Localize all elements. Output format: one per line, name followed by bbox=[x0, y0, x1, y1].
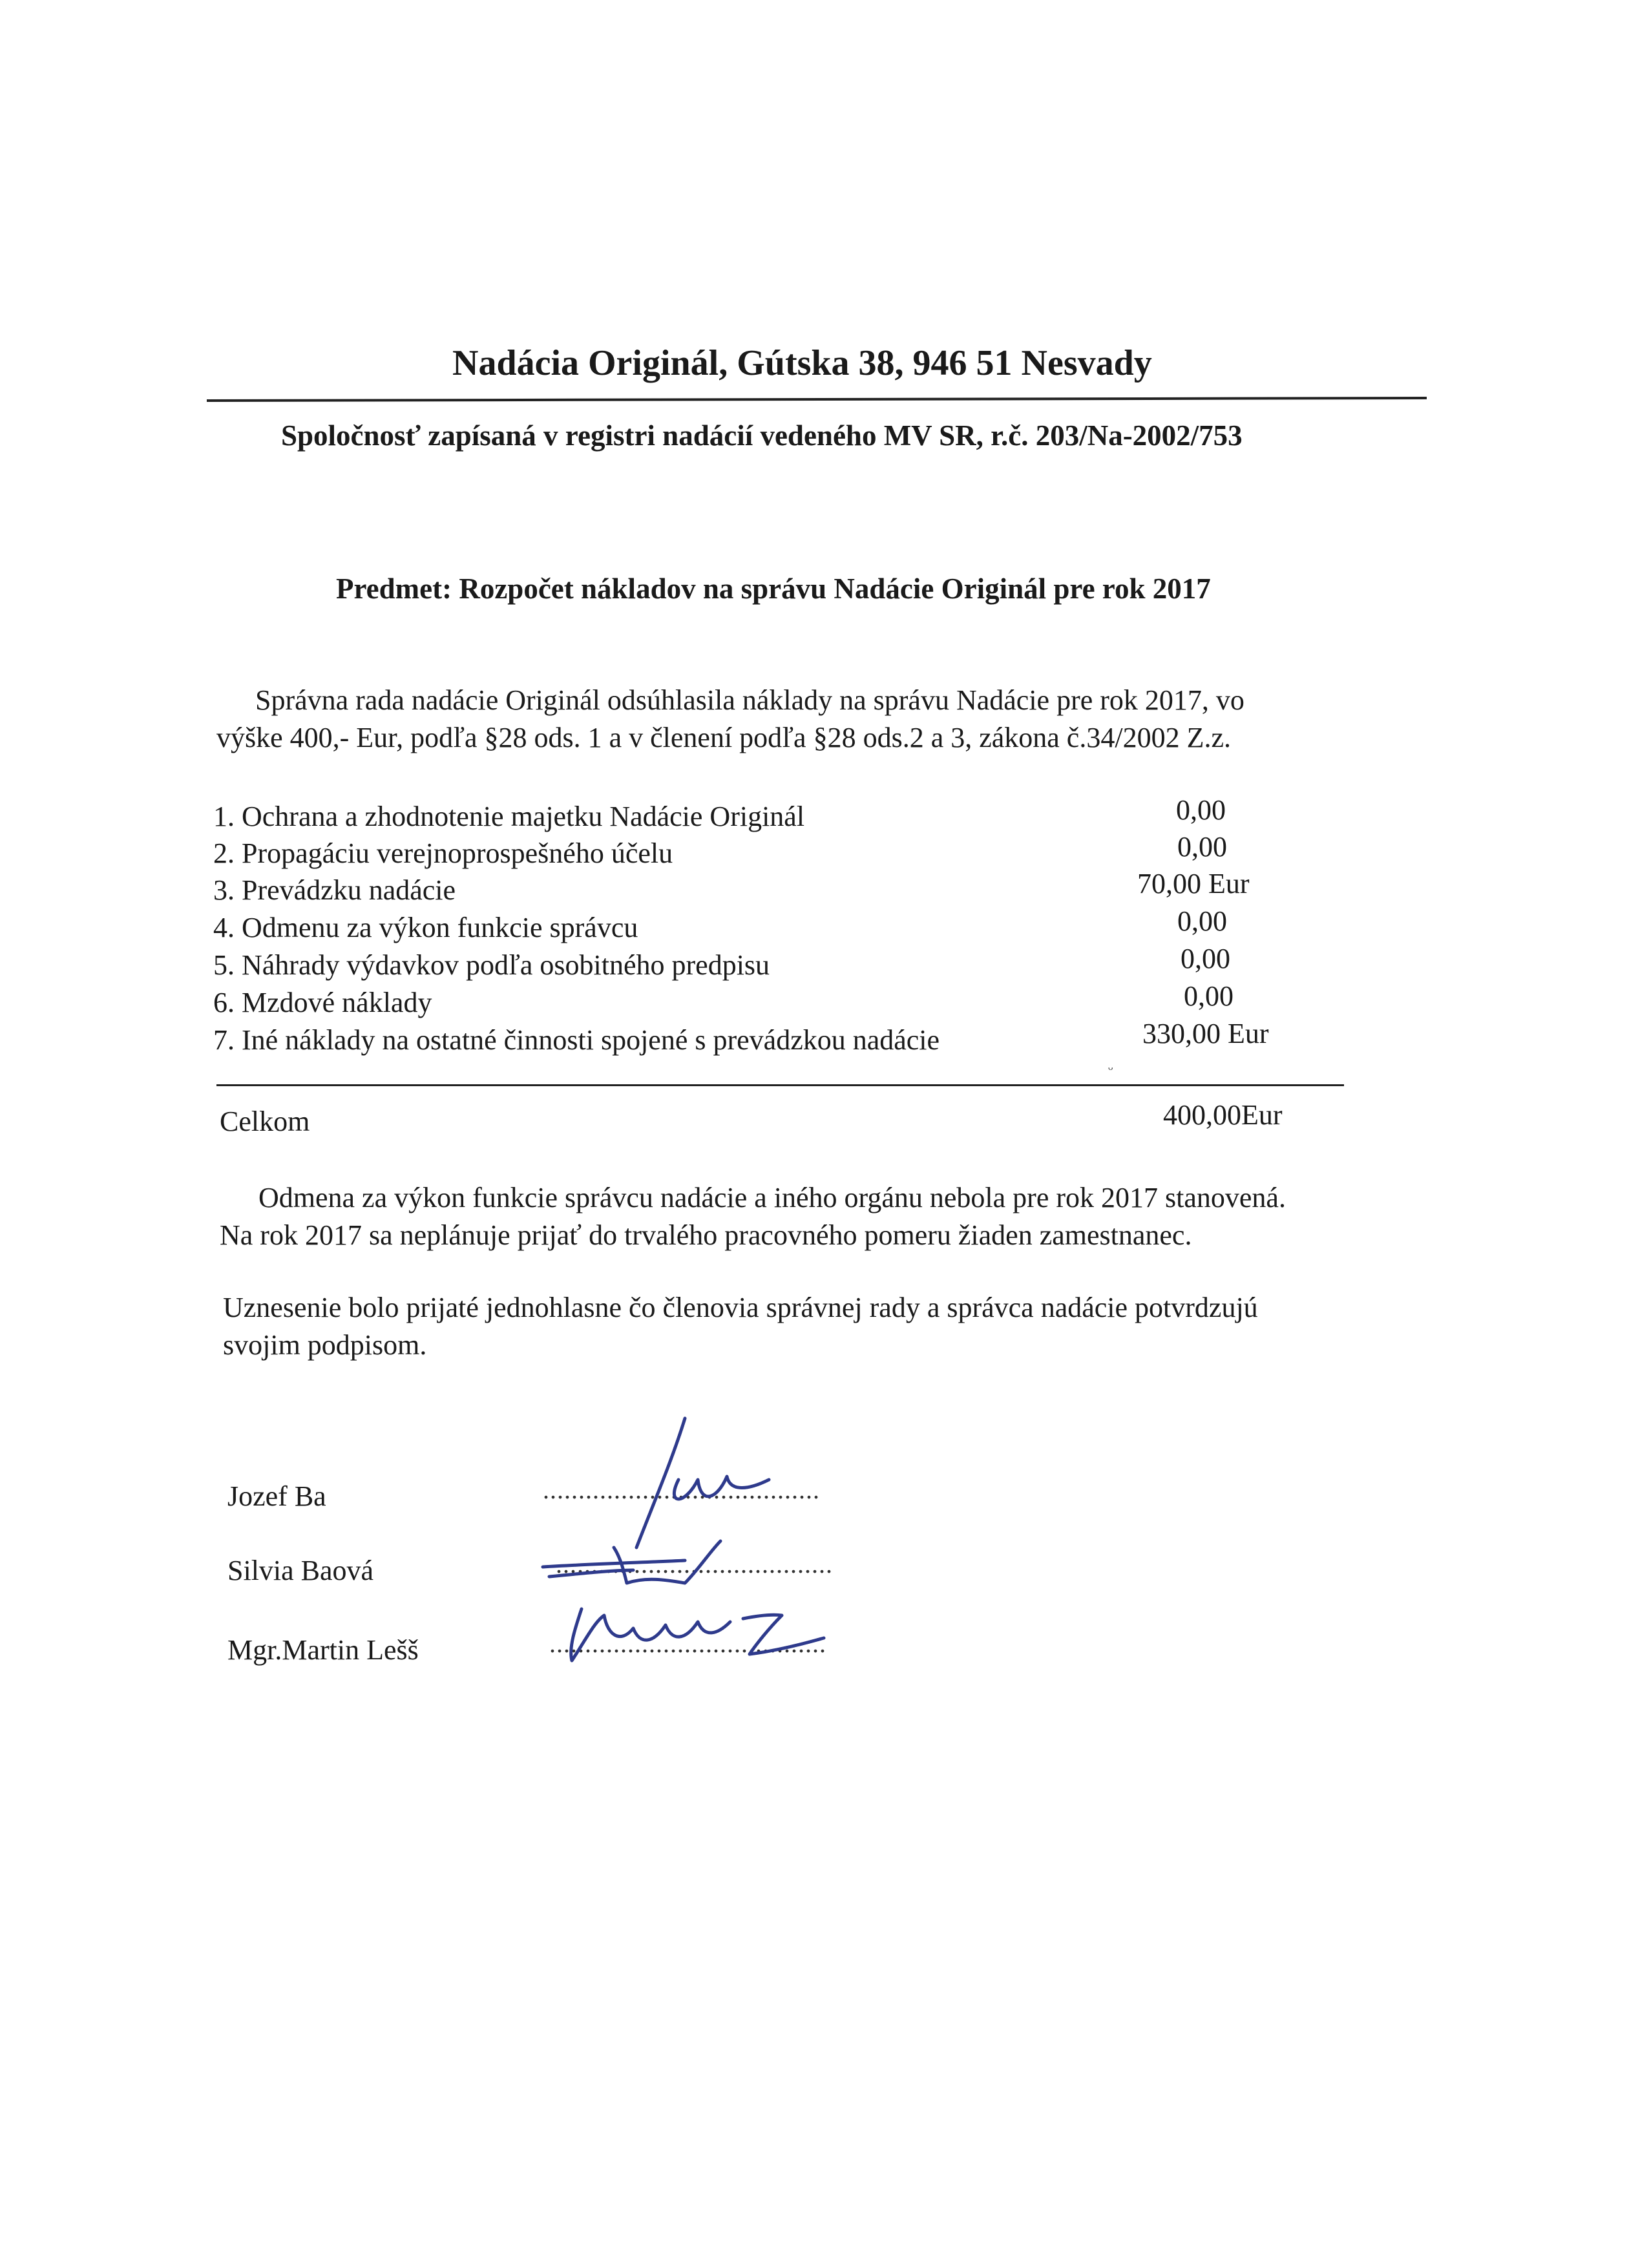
total-amount: 400,00Eur bbox=[1163, 1099, 1283, 1131]
signature-stroke bbox=[674, 1476, 769, 1499]
check-mark-icon: ᵕ bbox=[1108, 1060, 1113, 1078]
budget-item-label: 1. Ochrana a zhodnotenie majetku Nadácie Originál bbox=[213, 801, 805, 832]
remuneration-line-2: Na rok 2017 sa neplánuje prijať do trvalého pracovného pomeru žiaden zamestnanec. bbox=[220, 1219, 1192, 1251]
signatory-name: Silvia Baová bbox=[227, 1555, 374, 1586]
signature-stroke bbox=[543, 1560, 685, 1567]
signature-line: ....................................... bbox=[556, 1549, 833, 1579]
intro-line-2: výške 400,- Eur, podľa §28 ods. 1 a v členení podľa §28 ods.2 a 3, zákona č.34/2002 Z.z. bbox=[216, 722, 1231, 753]
budget-item-amount: 0,00 bbox=[1177, 905, 1227, 937]
budget-item-amount: 0,00 bbox=[1181, 943, 1230, 974]
resolution-line-2: svojim podpisom. bbox=[223, 1329, 427, 1361]
budget-item-label: 7. Iné náklady na ostatné činnosti spojené s prevádzkou nadácie bbox=[213, 1024, 940, 1056]
resolution-line-1: Uznesenie bolo prijaté jednohlasne čo členovia správnej rady a správca nadácie potvrdzujú bbox=[223, 1292, 1258, 1323]
total-label: Celkom bbox=[220, 1106, 310, 1137]
budget-item-amount: 330,00 Eur bbox=[1142, 1018, 1269, 1049]
signature-stroke bbox=[743, 1615, 824, 1654]
intro-line-1: Správna rada nadácie Originál odsúhlasila náklady na správu Nadácie pre rok 2017, vo bbox=[255, 684, 1245, 716]
organization-header: Nadácia Originál, Gútska 38, 946 51 Nesvady bbox=[452, 343, 1152, 383]
registry-line: Spoločnosť zapísaná v registri nadácií vedeného MV SR, r.č. 203/Na-2002/753 bbox=[281, 419, 1243, 452]
budget-item-label: 2. Propagáciu verejnoprospešného účelu bbox=[213, 837, 673, 869]
budget-item-amount: 70,00 Eur bbox=[1137, 868, 1250, 899]
signatory-name: Mgr.Martin Lešš bbox=[227, 1634, 419, 1666]
signature-line: ....................................... bbox=[543, 1475, 820, 1504]
remuneration-line-1: Odmena za výkon funkcie správcu nadácie a iného orgánu nebola pre rok 2017 stanovená. bbox=[258, 1182, 1286, 1213]
signatory-name: Jozef Ba bbox=[227, 1480, 326, 1512]
signature-line: ....................................... bbox=[549, 1629, 826, 1658]
budget-item-label: 6. Mzdové náklady bbox=[213, 987, 432, 1018]
budget-item-amount: 0,00 bbox=[1176, 794, 1226, 826]
signature-stroke bbox=[571, 1609, 730, 1661]
budget-item-amount: 0,00 bbox=[1184, 980, 1234, 1012]
subject-heading: Predmet: Rozpočet nákladov na správu Nadácie Originál pre rok 2017 bbox=[336, 572, 1211, 605]
budget-item-label: 3. Prevádzku nadácie bbox=[213, 874, 456, 906]
budget-item-label: 5. Náhrady výdavkov podľa osobitného predpisu bbox=[213, 949, 770, 981]
budget-item-label: 4. Odmenu za výkon funkcie správcu bbox=[213, 912, 638, 943]
signature-stroke bbox=[549, 1570, 633, 1577]
budget-item-amount: 0,00 bbox=[1177, 831, 1227, 863]
